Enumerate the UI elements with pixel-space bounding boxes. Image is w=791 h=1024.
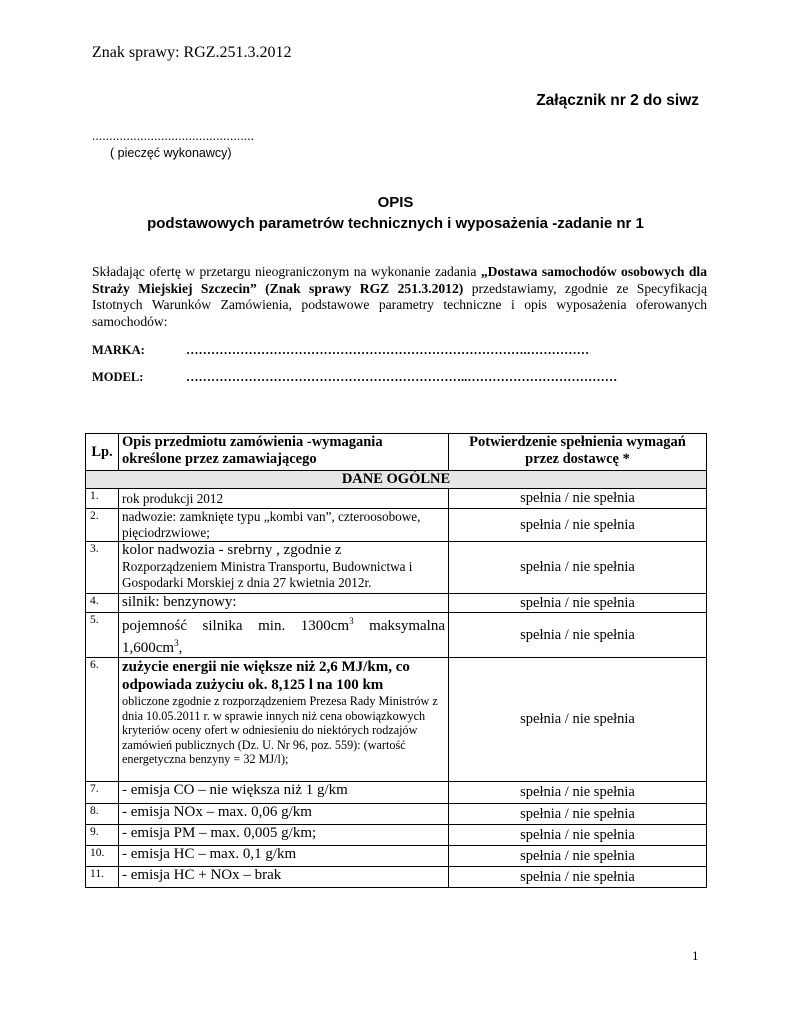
row-number: 5. [86, 613, 119, 658]
table-row [86, 825, 707, 846]
row-description: - emisja HC + NOx – brak [119, 867, 449, 888]
model-label: MODEL: [92, 370, 144, 384]
table-row [86, 489, 707, 509]
row-description: - emisja HC – max. 0,1 g/km [119, 846, 449, 867]
row-description-text: maksymalna 1,600cm [122, 618, 445, 656]
table-row [86, 782, 707, 804]
row-confirmation: spełnia / nie spełnia [449, 846, 707, 867]
row-confirmation: spełnia / nie spełnia [449, 489, 707, 509]
row-description: - emisja CO – nie większa niż 1 g/km [119, 782, 449, 804]
row-description-text: pojemność silnika min. 1300cm [122, 618, 350, 634]
annex-label: Załącznik nr 2 do siwz [536, 92, 699, 109]
row-number: 7. [86, 782, 119, 804]
intro-text-2: przedstawiamy, zgodnie ze Specyfikacją Istotnych Warunków Zamówienia, podstawowe parametry techniczne i opis wyposażenia oferowanych samochodów: [92, 280, 707, 329]
table-row [86, 542, 707, 594]
document-title: OPIS [377, 194, 414, 211]
row-description: nadwozie: zamknięte typu „kombi van”, czteroosobowe, pięciodrzwiowe; [119, 509, 449, 542]
col-lp-header: Lp. [86, 434, 119, 471]
document-subtitle: podstawowych parametrów technicznych i wyposażenia -zadanie nr 1 [147, 215, 644, 232]
row-description: silnik: benzynowy: [119, 594, 449, 613]
row-number: 10. [86, 846, 119, 867]
row-number: 11. [86, 867, 119, 888]
row-description: - emisja NOx – max. 0,06 g/km [119, 804, 449, 825]
stamp-label: ( pieczęć wykonawcy) [110, 146, 232, 160]
table-row [86, 804, 707, 825]
marka-label: MARKA: [92, 343, 145, 357]
intro-task-name: „Dostawa samochodów osobowych dla Straży Miejskiej Szczecin” (Znak sprawy RGZ 251.3.2012) [92, 264, 707, 296]
table-row [86, 846, 707, 867]
case-reference: Znak sprawy: RGZ.251.3.2012 [92, 44, 292, 61]
row-number: 6. [86, 658, 119, 782]
row-description-line: kolor nadwozia - srebrny , zgodnie z [122, 542, 342, 558]
row-confirmation: spełnia / nie spełnia [449, 509, 707, 542]
row-description [119, 658, 449, 782]
row-description [119, 542, 449, 594]
table-header-row [86, 434, 707, 471]
page-number: 1 [692, 948, 699, 963]
row-number: 1. [86, 489, 119, 509]
col-desc-header: Opis przedmiotu zamówienia -wymagania określone przez zamawiającego [119, 434, 449, 471]
intro-paragraph [92, 264, 707, 330]
table-row [86, 594, 707, 613]
superscript: 3 [349, 616, 354, 626]
stamp-dots: ............................................... [92, 128, 255, 143]
table-row [86, 613, 707, 658]
row-description: rok produkcji 2012 [119, 489, 449, 509]
row-description: - emisja PM – max. 0,005 g/km; [119, 825, 449, 846]
row-confirmation: spełnia / nie spełnia [449, 825, 707, 846]
specification-table [85, 433, 707, 888]
section-row [86, 471, 707, 489]
section-title: DANE OGÓLNE [86, 471, 707, 489]
row-number: 8. [86, 804, 119, 825]
row-confirmation: spełnia / nie spełnia [449, 542, 707, 594]
superscript: 3 [174, 638, 179, 648]
row-confirmation: spełnia / nie spełnia [449, 594, 707, 613]
intro-text-1: Składając ofertę w przetargu nieograniczonym na wykonanie zadania [92, 264, 481, 279]
row-number: 9. [86, 825, 119, 846]
row-description [119, 613, 449, 658]
table-row [86, 509, 707, 542]
marka-field [92, 343, 589, 358]
col-conf-header: Potwierdzenie spełnienia wymagań przez dostawcę * [449, 434, 707, 471]
model-field [92, 370, 617, 385]
row-confirmation: spełnia / nie spełnia [449, 782, 707, 804]
table-row [86, 867, 707, 888]
model-dots: …………………………………………………………..……………………………… [186, 370, 618, 384]
row-confirmation: spełnia / nie spełnia [449, 613, 707, 658]
marka-dots: ……………………………………………………………………….…………… [186, 343, 590, 357]
row-confirmation: spełnia / nie spełnia [449, 658, 707, 782]
row-confirmation: spełnia / nie spełnia [449, 867, 707, 888]
energy-requirement-detail: obliczone zgodnie z rozporządzeniem Prezesa Rady Ministrów z dnia 10.05.2011 r. w sprawie innych niż cena obowiązkowych kryteriów oceny ofert w odniesieniu do niektórych rodzajów zamówień publicznych (Dz. U. Nr 96, poz. 559): (wartość energetyczna benzyny = 32 MJ/l); [122, 694, 438, 766]
row-number: 3. [86, 542, 119, 594]
row-description-detail: Rozporządzeniem Ministra Transportu, Budownictwa i Gospodarki Morskiej z dnia 27 kwietnia 2012r. [122, 559, 413, 590]
row-description-text: , [178, 640, 183, 656]
row-confirmation: spełnia / nie spełnia [449, 804, 707, 825]
table-row [86, 658, 707, 782]
row-number: 4. [86, 594, 119, 613]
energy-requirement: zużycie energii nie większe niż 2,6 MJ/km, co odpowiada zużyciu ok. 8,125 l na 100 km [122, 659, 410, 693]
row-number: 2. [86, 509, 119, 542]
